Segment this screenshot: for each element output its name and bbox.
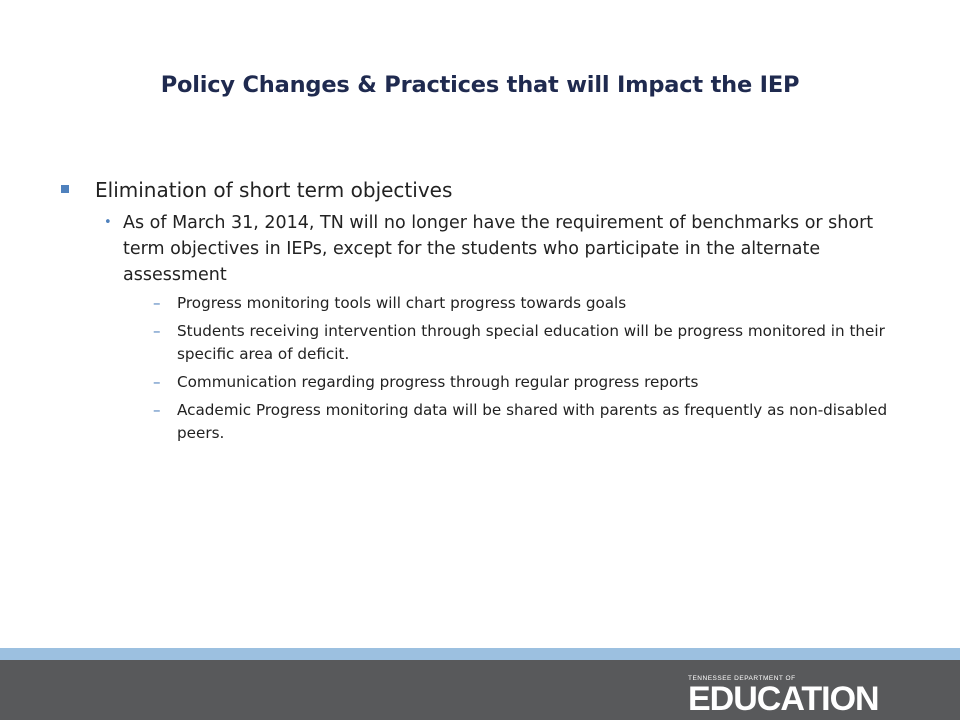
dot-bullet-icon: • [104, 215, 112, 230]
dash-bullet-icon: – [153, 294, 161, 312]
subpoint [153, 320, 910, 366]
logo-subtitle: TENNESSEE DEPARTMENT OF [688, 675, 796, 682]
subpoint-text: Progress monitoring tools will chart progress towards goals [177, 294, 627, 312]
subpoint-text: Communication regarding progress through regular progress reports [177, 373, 699, 391]
subpoint-text: Students receiving intervention through special education will be progress monitored in their specific area of deficit. [177, 322, 885, 363]
dash-bullet-icon: – [153, 401, 161, 419]
subpoint-text: Academic Progress monitoring data will be shared with parents as frequently as non-disabled peers. [177, 401, 888, 442]
logo-wordmark: EDUCATION [688, 680, 879, 718]
department-logo [688, 675, 908, 718]
main-point [104, 210, 910, 288]
dash-bullet-icon: – [153, 373, 161, 391]
footer-accent-band [0, 648, 960, 660]
subpoint [153, 371, 910, 394]
heading-text: Elimination of short term objectives [95, 178, 453, 202]
slide-title: Policy Changes & Practices that will Impact the IEP [160, 72, 800, 98]
heading-bullet [60, 176, 910, 204]
slide-body [60, 176, 910, 450]
subpoint [153, 292, 910, 315]
subpoint [153, 399, 910, 445]
dash-bullet-icon: – [153, 322, 161, 340]
main-point-text: As of March 31, 2014, TN will no longer have the requirement of benchmarks or short term objectives in IEPs, except for the students who participate in the alternate assessment [123, 213, 874, 285]
square-bullet-icon [60, 176, 95, 204]
